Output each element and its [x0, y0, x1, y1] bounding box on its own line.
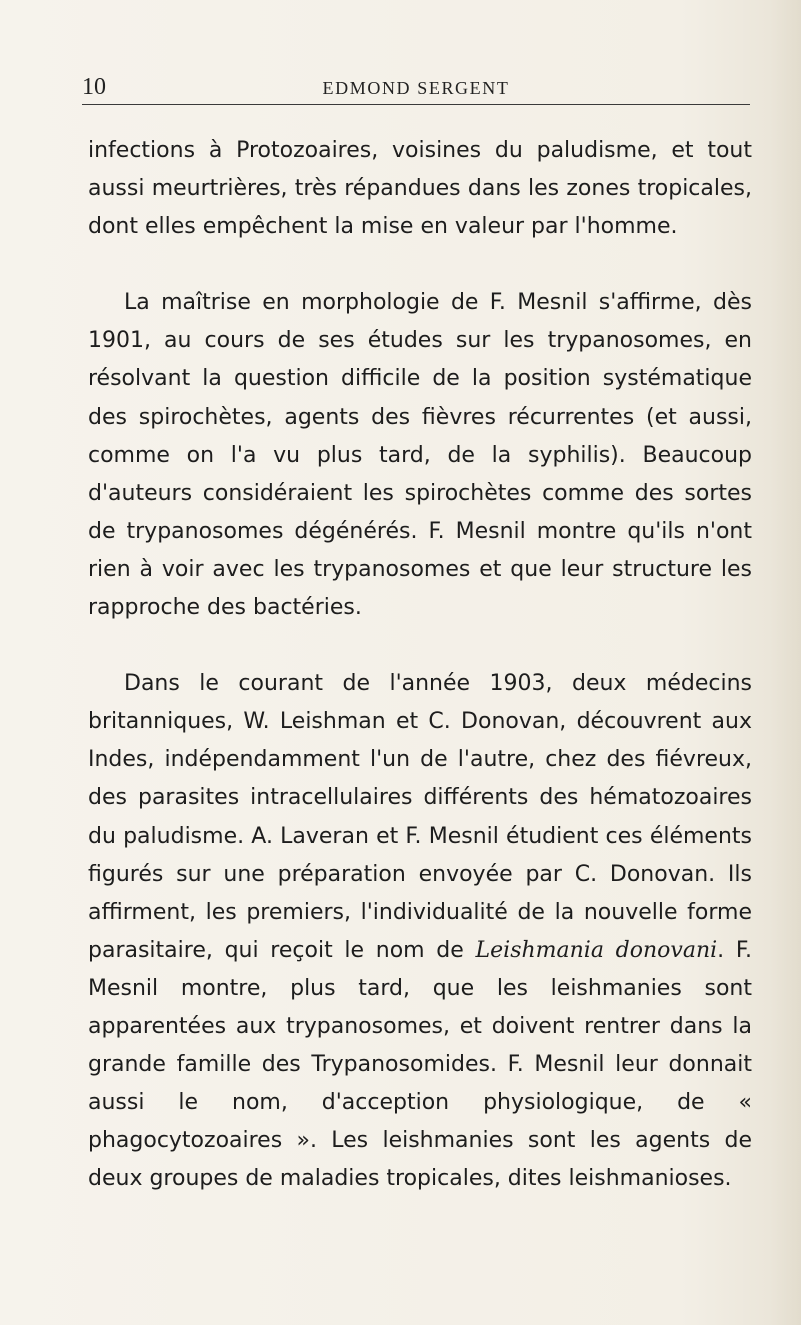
paragraph-continuation: infections à Protozoaires, voisines du paludisme, et tout aussi meurtrières, très répandues dans les zones tropicales, dont elles empêchent la mise en valeur par l'homme. [88, 138, 752, 240]
paragraph-leishmania-text-before: Dans le courant de l'année 1903, deux médecins britanniques, W. Leishman et C. Donovan, découvrent aux Indes, indépendamment l'un de l'autre, chez des fiévreux, des parasites intracellulaires différents des hématozoaires du paludisme. A. Laveran et F. Mesnil étudient ces éléments figurés sur une préparation envoyée par C. Donovan. Ils affirment, les premiers, l'individualité de la nouvelle forme parasitaire, qui reçoit le nom de [88, 671, 752, 963]
species-name: Leishmania donovani [475, 937, 718, 963]
paragraph-leishmania [88, 665, 752, 1198]
page-number: 10 [82, 74, 106, 100]
paragraph-mesnil-morphology: La maîtrise en morphologie de F. Mesnil s'affirme, dès 1901, au cours de ses études sur les trypanosomes, en résolvant la question difficile de la position systématique des spirochètes, agents des fièvres récurrentes (et aussi, comme on l'a vu plus tard, de la syphilis). Beaucoup d'auteurs considéraient les spirochètes comme des sortes de trypanosomes dégénérés. F. Mesnil montre qu'ils n'ont rien à voir avec les trypanosomes et que leur structure les rapproche des bactéries. [88, 290, 752, 621]
paragraph-leishmania-text-after: . F. Mesnil montre, plus tard, que les leishmanies sont apparentées aux trypanosomes, et doivent rentrer dans la grande famille des Trypanosomides. F. Mesnil leur donnait aussi le nom, d'acception physiologique, de « phagocytozoaires ». Les leishmanies sont les agents de deux groupes de maladies tropicales, dites leishmanioses. [88, 937, 752, 1192]
page-header [82, 64, 750, 105]
page-body [88, 132, 752, 1198]
running-title: EDMOND SERGENT [322, 78, 510, 98]
